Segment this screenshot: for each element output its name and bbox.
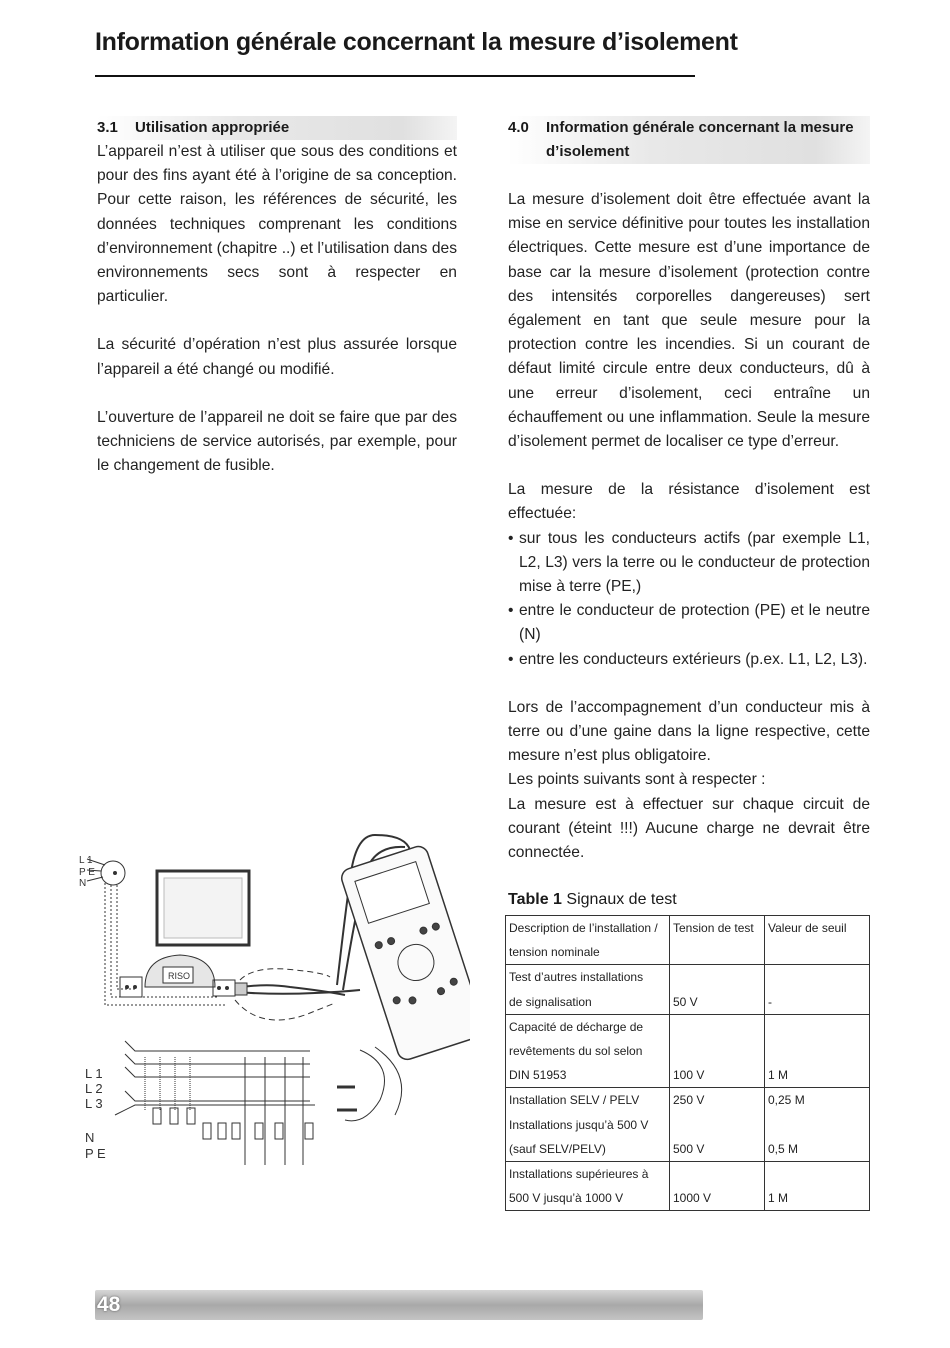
right-column [508,116,870,865]
cell-line: 500 V jusqu’à 1000 V [509,1191,624,1206]
table-caption-label: Table 1 [508,891,562,908]
table-caption [508,889,677,911]
paragraph: La mesure de la résistance d’isolement est effectuée: [508,481,870,523]
paragraph: La sécurité d’opération n’est plus assurée lorsque l’appareil a été changé ou modifié. [97,336,457,378]
cell-line: Installation SELV / PELV [509,1093,640,1108]
cell-line: Installations supérieures à [509,1167,649,1182]
table-cell: - [765,965,870,1014]
paragraph: L’appareil n’est à utiliser que sous des conditions et pour des fins ayant été à l’origine de sa conception. Pour cette raison, les références de sécurité, les données techniques comprenant les conditions d’environnement (chapitre ..) et l’utilisation dans des environnements secs sont à respecter en particulier. [97,143,457,306]
table-header-cell: Tension de test [670,916,765,965]
table-cell [506,1162,670,1211]
table-cell [765,1088,870,1162]
paragraph: Lors de l’accompagnement d’un conducteur mis à terre ou d’une gaine dans la ligne respective, cette mesure n’est plus obligatoire. [508,698,870,765]
paragraph: L’ouverture de l’appareil ne doit se faire que par des techniciens de service autorisés, par exemple, pour le changement de fusible. [97,408,457,475]
table-cell [506,1088,670,1162]
table-header-row [506,916,870,965]
table-cell [506,1014,670,1088]
cell-line: Installations jusqu’à 500 V [509,1117,649,1132]
page-number: 48 [97,1293,121,1316]
table-cell: 100 V [670,1014,765,1088]
bullet-list [508,527,870,672]
test-signals-table [505,915,870,1211]
cell-line: revêtements du sol selon [509,1044,643,1059]
table-row [506,1162,870,1211]
bus-label: P E [85,1146,106,1161]
page-title: Information générale concernant la mesure d’isolement [95,28,738,56]
list-item: • entre les conducteurs extérieurs (p.ex. L1, L2, L3). [508,648,870,672]
table-cell [670,1088,765,1162]
socket-label: P E [79,867,95,878]
footer-bar [95,1290,703,1320]
cell-line: 0,25 M [768,1093,805,1108]
section-title: Information générale concernant la mesure d’isolement [546,119,854,160]
title-rule [95,75,695,77]
table-row [506,1014,870,1088]
section-number: 3.1 [97,119,118,136]
table-cell: 1 M [765,1162,870,1211]
paragraph: Les points suivants sont à respecter : [508,771,766,789]
table-cell [506,965,670,1014]
table-cell: 1 M [765,1014,870,1088]
section-heading-3-1 [97,116,457,140]
table-cell: 50 V [670,965,765,1014]
cell-line: Capacité de décharge de [509,1019,644,1034]
bus-label: L 2 [85,1081,103,1096]
list-item: • entre le conducteur de protection (PE) et le neutre (N) [508,599,870,647]
section-heading-4-0 [508,116,870,164]
wall-outlet-icon [120,977,142,997]
insulation-tester-icon [339,844,470,1062]
meter-label: RISO [168,971,191,981]
table-row [506,965,870,1014]
socket-label: L 1 [79,855,93,866]
cell-line: (sauf SELV/PELV) [509,1141,606,1156]
section-title: Utilisation appropriée [135,119,290,136]
cell-line: 250 V [673,1093,705,1108]
bus-label: L 1 [85,1066,103,1081]
cell-line: 500 V [673,1141,705,1156]
list-item: • sur tous les conducteurs actifs (par exemple L1, L2, L3) vers la terre ou le conducteur de protection mise à terre (PE,) [508,527,870,600]
bus-label: N [85,1130,95,1145]
paragraph: La mesure est à effectuer sur chaque circuit de courant (éteint !!!) Aucune charge ne devrait être connectée. [508,795,870,862]
paragraph: La mesure d’isolement doit être effectuée avant la mise en service définitive pour toutes les installation électriques. Cette mesure est d’une importance de base car la mesure d’isolement (protection contre des intensités corporelles dangereuses) sert également en tant que seule mesure pour la protection contre les incendies. Si un courant de défaut limité circule entre deux conducteurs, dû à une erreur d’isolement, ceci entraîne un échauffement ou une inflammation. Seule la mesure d’isolement permet de localiser ce type d’erreur. [508,191,870,451]
cell-line: Test d’autres installations [509,970,644,985]
table-caption-text: Signaux de test [561,891,677,908]
cell-line: DIN 51953 [509,1068,567,1083]
section-number: 4.0 [508,119,529,136]
insulation-measurement-figure [75,825,470,1170]
table-header-cell: Valeur de seuil [765,916,870,965]
cell-line: de signalisation [509,994,592,1009]
bus-label: L 3 [85,1096,103,1111]
table-header-cell: Description de l’installation / tension nominale [506,916,670,965]
socket-label: N [79,878,87,889]
left-column [97,116,457,478]
cell-line: 0,5 M [768,1141,799,1156]
table-cell: 1000 V [670,1162,765,1211]
table-row [506,1088,870,1162]
